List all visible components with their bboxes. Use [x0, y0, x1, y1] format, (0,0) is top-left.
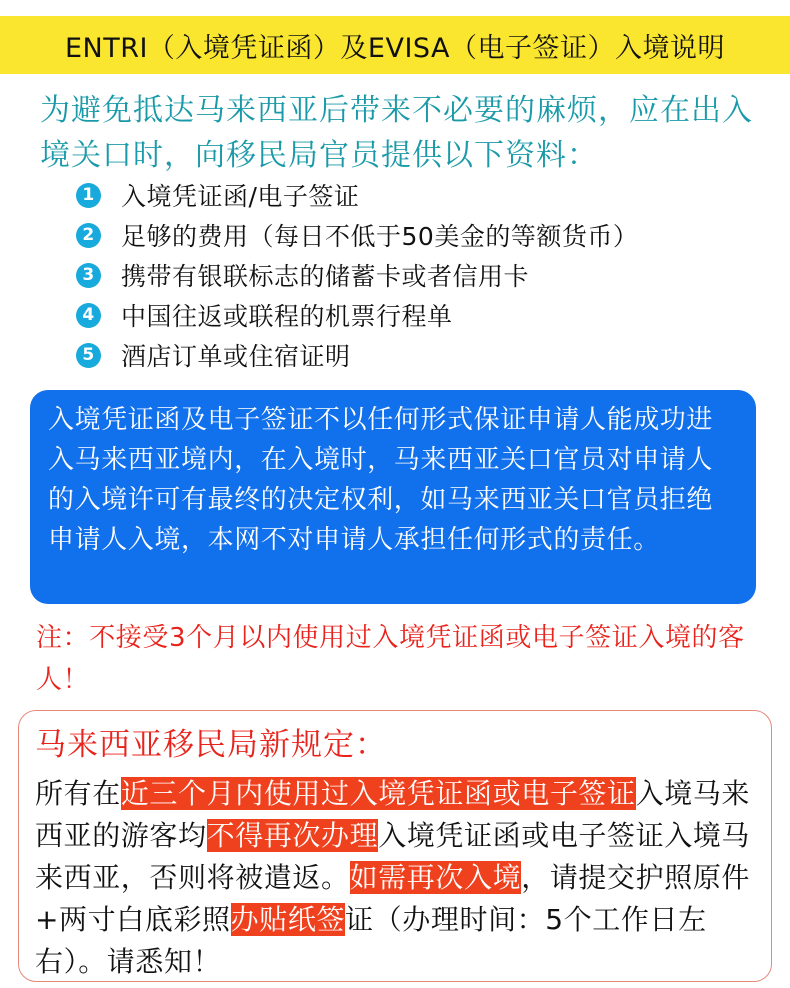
requirement-label: 足够的费用（每日不低于50美金的等额货币）: [121, 222, 639, 251]
requirement-label: 中国往返或联程的机票行程单: [121, 302, 453, 331]
rule-highlight: 如需再次入境: [349, 861, 522, 894]
rule-text: 证（办理时间：5个工作日左右）。请悉知！: [35, 903, 707, 978]
header-title: ENTRI（入境凭证函）及EVISA（电子签证）入境说明: [64, 32, 726, 64]
number-2-icon: 2: [76, 223, 101, 248]
new-rule-title: 马来西亚移民局新规定：: [35, 727, 387, 763]
new-rule-box: [18, 710, 772, 982]
rule-text: 入境凭证函或电子签证入境马来西亚，否则将被遣返。: [35, 819, 751, 894]
intro-text: 为避免抵达马来西亚后带来不必要的麻烦，应在出入境关口时，向移民局官员提供以下资料：: [40, 93, 753, 173]
rule-highlight: 近三个月内使用过入境凭证函或电子签证: [120, 777, 636, 810]
warning-note: 注：不接受3个月以内使用过入境凭证函或电子签证入境的客人！: [36, 623, 745, 695]
new-rule-body: [35, 773, 757, 983]
list-item: [76, 175, 756, 215]
requirement-label: 酒店订单或住宿证明: [121, 342, 351, 371]
number-4-icon: 4: [76, 303, 101, 328]
number-5-icon: 5: [76, 343, 101, 368]
requirements-list: [76, 175, 756, 375]
requirement-label: 携带有银联标志的储蓄卡或者信用卡: [121, 262, 530, 291]
disclaimer-box: [30, 390, 756, 604]
list-item: [76, 255, 756, 295]
rule-text: 所有在: [35, 777, 121, 810]
list-item: [76, 295, 756, 335]
page-header: [0, 16, 790, 74]
list-item: [76, 215, 756, 255]
rule-text: 入境马来西亚的游客均: [35, 777, 751, 852]
number-1-icon: 1: [76, 183, 101, 208]
rule-text: ，请提交护照原件+两寸白底彩照: [35, 861, 751, 936]
rule-highlight: 不得再次办理: [206, 819, 379, 852]
requirement-label: 入境凭证函/电子签证: [121, 182, 360, 211]
disclaimer-text: 入境凭证函及电子签证不以任何形式保证申请人能成功进入马来西亚境内，在入境时，马来西亚关口官员对申请人的入境许可有最终的决定权利，如马来西亚关口官员拒绝申请人入境，本网不对申请人承担任何形式的责任。: [48, 405, 714, 555]
list-item: [76, 335, 756, 375]
number-3-icon: 3: [76, 263, 101, 288]
rule-highlight: 办贴纸签: [230, 903, 346, 936]
